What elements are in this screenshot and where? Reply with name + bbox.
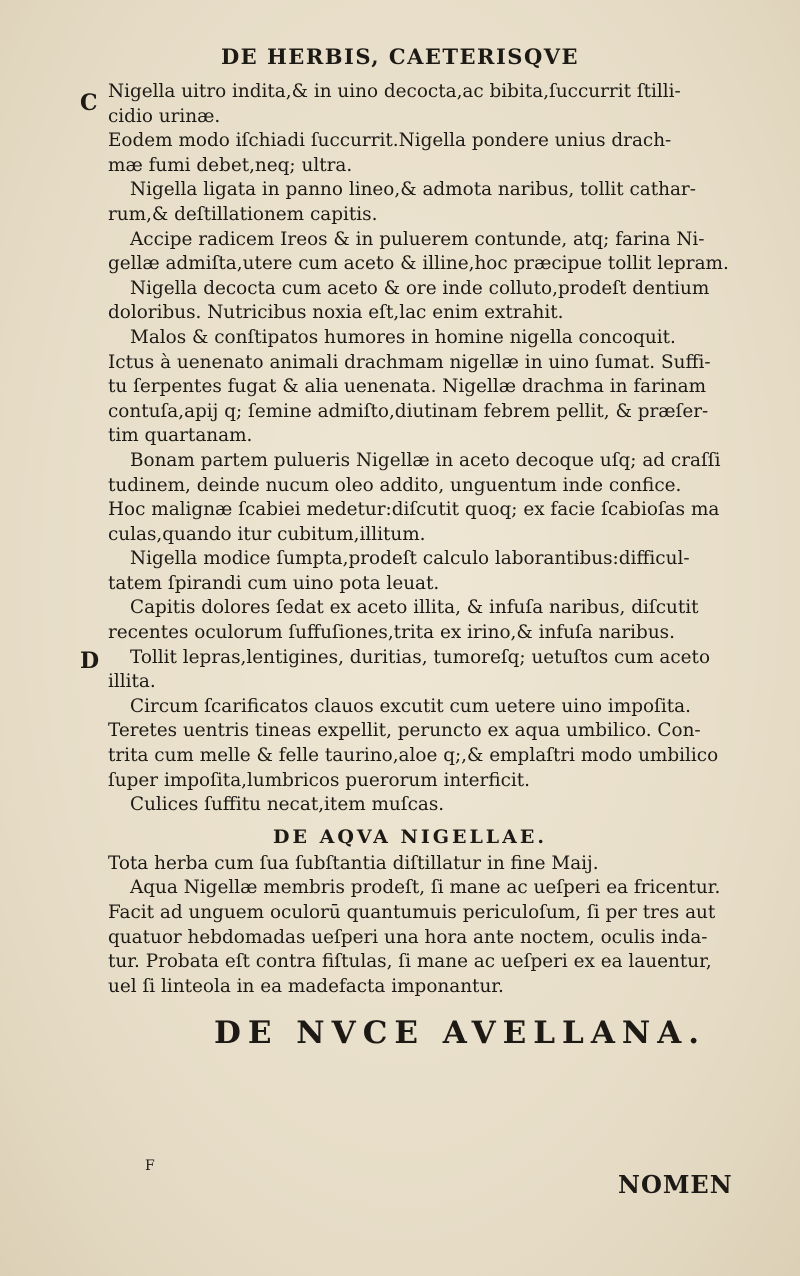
catchword: NOMEN (618, 1170, 733, 1199)
text-line: rum,& deſtillationem capitis. (108, 203, 378, 225)
margin-letter-c: C (80, 90, 98, 116)
text-line: gellæ admiſta,utere cum aceto & illine,hoc præcipue tollit lepram. (108, 253, 729, 275)
text-line: trita cum melle & felle taurino,aloe q;,& emplaſtri modo umbilico (108, 745, 719, 767)
text-line: Culices ſuffitu necat,item muſcas. (130, 794, 445, 816)
text-line: Aqua Nigellæ membris prodeſt, ſi mane ac ueſperi ea fricentur. (130, 877, 721, 899)
text-line: Malos & conſtipatos humores in homine nigella concoquit. (130, 326, 676, 348)
main-text-block (108, 80, 748, 999)
text-line: Nigella decocta cum aceto & ore inde colluto,prodeſt dentium (130, 277, 710, 299)
text-line: Hoc malignæ ſcabiei medetur:diſcutit quoq; ex facie ſcabioſas ma (108, 499, 720, 521)
section-heading: DE AQVA NIGELLAE. (273, 825, 548, 848)
running-header: DE HERBIS, CAETERISQVE (220, 44, 580, 69)
text-line: tudinem, deinde nucum oleo addito, unguentum inde confice. (108, 474, 682, 496)
signature-mark: F (145, 1158, 155, 1174)
text-line: Accipe radicem Ireos & in puluerem contunde, atq; farina Ni- (130, 228, 705, 250)
text-line: ſuper impoſita,lumbricos puerorum interficit. (108, 769, 531, 791)
text-line: Nigella modice ſumpta,prodeſt calculo laborantibus:difficul- (130, 548, 690, 570)
text-line: Ictus à uenenato animali drachmam nigellæ in uino ſumat. Suffi- (108, 351, 711, 373)
text-line: illita. (108, 671, 156, 693)
margin-letter-d: D (80, 648, 100, 674)
text-line: quatuor hebdomadas ueſperi una hora ante noctem, oculis inda- (108, 926, 708, 948)
text-line: Nigella ligata in panno lineo,& admota naribus, tollit cathar- (130, 179, 696, 201)
text-line: contuſa,apij q; ſemine admiſto,diutinam febrem pellit, & præſer- (108, 400, 709, 422)
text-line: Bonam partem pulueris Nigellæ in aceto decoque uſq; ad craſſi (130, 449, 721, 471)
text-line: Facit ad unguem oculorū quantumuis periculoſum, ſi per tres aut (108, 902, 716, 923)
text-line: doloribus. Nutricibus noxia eſt,lac enim extrahit. (108, 302, 564, 324)
text-line: tu ſerpentes fugat & alia uenenata. Nigellæ drachma in farinam (108, 376, 707, 398)
text-line: Tota herba cum ſua ſubſtantia diſtillatur in fine Maij. (108, 852, 599, 874)
text-line: Eodem modo iſchiadi ſuccurrit.Nigella pondere unius drach- (108, 130, 672, 152)
chapter-title: DE NVCE AVELLANA. (214, 1015, 707, 1051)
text-line: cidio urinæ. (108, 105, 221, 127)
text-line: culas,quando itur cubitum,illitum. (108, 523, 426, 545)
text-line: Nigella uitro indita,& in uino decocta,ac bibita,ſuccurrit ſtilli- (108, 81, 681, 102)
text-line: Capitis dolores ſedat ex aceto illita, & infuſa naribus, diſcutit (130, 597, 699, 619)
text-line: mæ fumi debet,neq; ultra. (108, 154, 353, 176)
text-line: Teretes uentris tineas expellit, peruncto ex aqua umbilico. Con- (108, 720, 701, 742)
text-line: tatem ſpirandi cum uino pota leuat. (108, 572, 440, 594)
text-line: Circum ſcarificatos clauos excutit cum uetere uino impoſita. (130, 695, 691, 717)
text-line: Tollit lepras,lentigines, duritias, tumoreſq; uetuſtos cum aceto (130, 646, 711, 668)
text-line: tim quartanam. (108, 425, 253, 447)
text-line: uel ſi linteola in ea madefacta imponantur. (108, 975, 504, 997)
text-line: tur. Probata eſt contra fiſtulas, ſi mane ac ueſperi ex ea lauentur, (108, 951, 712, 973)
text-line: recentes oculorum ſuffuſiones,trita ex irino,& infuſa naribus. (108, 622, 675, 644)
